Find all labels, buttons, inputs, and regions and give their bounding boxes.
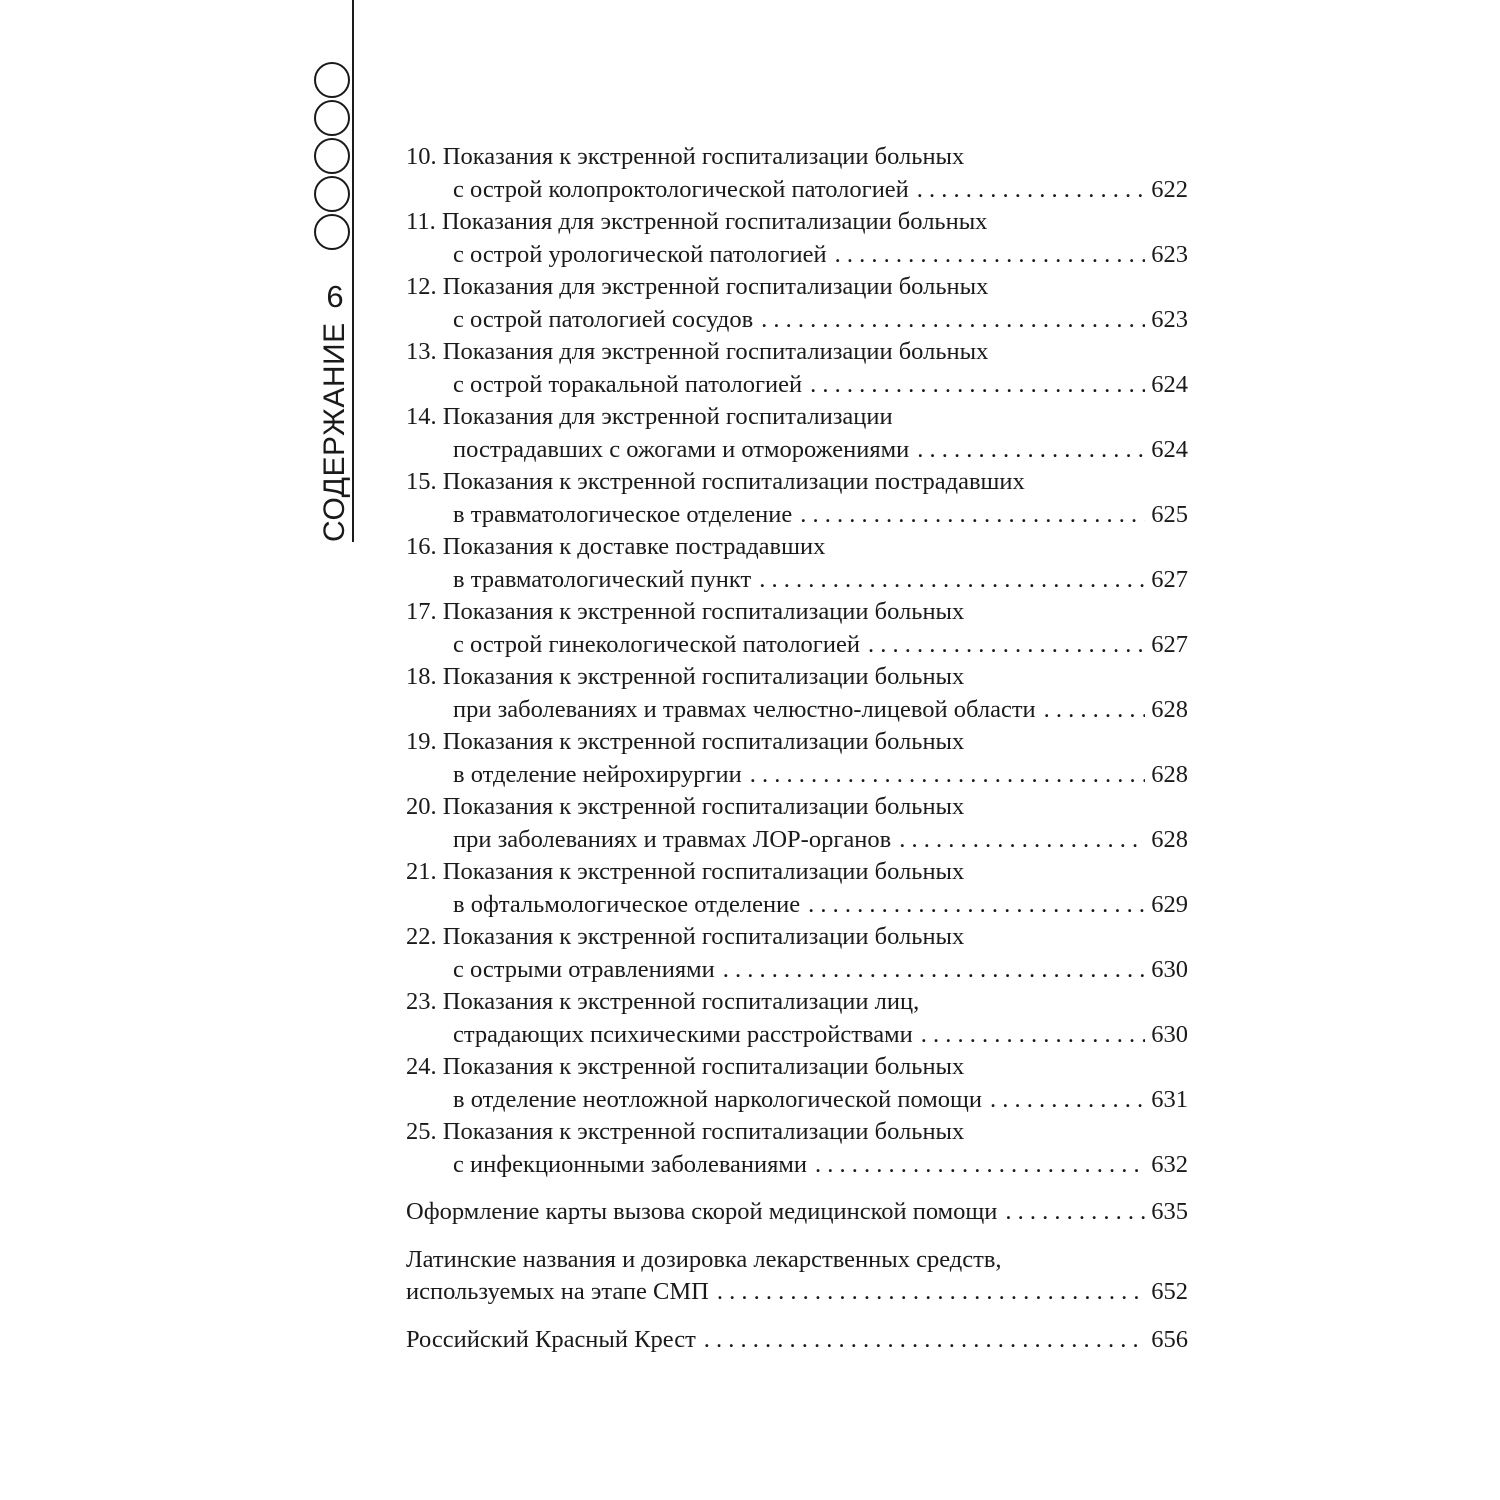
toc-entry[interactable]	[406, 986, 1188, 1051]
toc-entry-title: 12. Показания для экстренной госпитализации больных	[406, 273, 989, 300]
decorative-circles	[314, 62, 354, 252]
toc-entry-text: при заболеваниях и травмах ЛОР-органов	[453, 825, 892, 853]
toc-entry-text: с инфекционными заболеваниями	[453, 1150, 808, 1178]
toc-entry-title: 13. Показания для экстренной госпитализации больных	[406, 338, 989, 365]
dot-leader	[750, 759, 1146, 792]
toc-page-number: 623	[1151, 240, 1188, 268]
toc-entry-title: 10. Показания к экстренной госпитализации больных	[406, 143, 965, 170]
circle-icon	[314, 214, 350, 250]
toc-entry-title: 11. Показания для экстренной госпитализации больных	[406, 208, 988, 235]
dot-leader	[990, 1084, 1145, 1117]
toc-entry-line	[406, 889, 1188, 922]
toc-entry-text: в травматологическое отделение	[453, 500, 793, 528]
circle-icon	[314, 100, 350, 136]
toc-entry-line	[406, 1149, 1188, 1182]
toc-entry-line	[406, 369, 1188, 402]
toc-page-number: 627	[1151, 630, 1188, 658]
toc-entry-title: 23. Показания к экстренной госпитализации лиц,	[406, 988, 920, 1015]
toc-entry-text: используемых на этапе СМП	[406, 1278, 709, 1305]
toc-page-number: 652	[1151, 1278, 1188, 1305]
toc-entry[interactable]	[406, 1196, 1188, 1229]
toc-entry[interactable]	[406, 791, 1188, 856]
dot-leader	[835, 239, 1146, 272]
toc-entry-title: 16. Показания к доставке пострадавших	[406, 533, 826, 560]
toc-entry-line	[406, 1084, 1188, 1117]
toc-entry-text: при заболеваниях и травмах челюстно-лицевой области	[453, 695, 1036, 723]
toc-entry-text: с острой урологической патологией	[453, 240, 827, 268]
toc-entry[interactable]	[406, 141, 1188, 206]
toc-entry-text: с острыми отравлениями	[453, 955, 715, 983]
toc-entry-line	[406, 304, 1188, 337]
toc-entry-line	[406, 564, 1188, 597]
toc-entry[interactable]	[406, 1324, 1188, 1357]
toc-entry-line	[406, 434, 1188, 467]
toc-entry-title: 22. Показания к экстренной госпитализации больных	[406, 923, 965, 950]
toc-page-number: 630	[1151, 1020, 1188, 1048]
toc-entry-line	[406, 1196, 1188, 1229]
toc-page-number: 624	[1151, 370, 1188, 398]
toc-entry-text: с острой патологией сосудов	[453, 305, 754, 333]
toc-entry-line	[406, 694, 1188, 727]
dot-leader	[808, 889, 1145, 922]
toc-entry-text: Российский Красный Крест	[406, 1325, 696, 1353]
dot-leader	[723, 954, 1146, 987]
toc-entry-text: с острой гинекологической патологией	[453, 630, 860, 658]
table-of-contents	[406, 141, 1188, 1356]
toc-entry[interactable]	[406, 596, 1188, 661]
dot-leader	[899, 824, 1145, 857]
toc-entry-line	[406, 954, 1188, 987]
dot-leader	[759, 564, 1145, 597]
toc-entry-title: 19. Показания к экстренной госпитализации больных	[406, 728, 965, 755]
toc-entry-title: 14. Показания для экстренной госпитализации	[406, 403, 893, 430]
toc-entry-title: Латинские названия и дозировка лекарственных средств,	[406, 1245, 1002, 1273]
toc-entry-title: 21. Показания к экстренной госпитализации больных	[406, 858, 965, 885]
toc-page-number: 635	[1151, 1198, 1188, 1225]
toc-entry-line	[406, 239, 1188, 272]
dot-leader	[815, 1149, 1145, 1182]
toc-page-number: 625	[1151, 500, 1188, 528]
toc-entry-text: в травматологический пункт	[453, 565, 752, 593]
toc-entry-line	[406, 1324, 1188, 1357]
toc-entry-text: в офтальмологическое отделение	[453, 890, 801, 918]
dot-leader	[800, 499, 1145, 532]
dot-leader	[921, 1019, 1146, 1052]
toc-page-number: 628	[1151, 825, 1188, 853]
toc-entry-title: 24. Показания к экстренной госпитализации больных	[406, 1053, 965, 1080]
toc-entry[interactable]	[406, 466, 1188, 531]
toc-entry-line	[406, 1276, 1188, 1309]
toc-entry-line	[406, 824, 1188, 857]
toc-entry-line	[406, 499, 1188, 532]
toc-entry[interactable]	[406, 856, 1188, 921]
toc-entry-text: страдающих психическими расстройствами	[453, 1020, 913, 1048]
dot-leader	[717, 1276, 1145, 1309]
toc-entry-text: с острой торакальной патологией	[453, 370, 803, 398]
toc-entry[interactable]	[406, 1116, 1188, 1181]
toc-entry-title: 20. Показания к экстренной госпитализации больных	[406, 793, 965, 820]
dot-leader	[704, 1324, 1145, 1357]
dot-leader	[868, 629, 1145, 662]
toc-entry[interactable]	[406, 401, 1188, 466]
dot-leader	[917, 434, 1145, 467]
toc-page-number: 632	[1151, 1150, 1188, 1178]
toc-entry[interactable]	[406, 1244, 1188, 1309]
toc-entry[interactable]	[406, 661, 1188, 726]
toc-entry-line	[406, 174, 1188, 207]
toc-entry-text: пострадавших с ожогами и отморожениями	[453, 435, 910, 463]
toc-page-number: 627	[1151, 565, 1188, 593]
dot-leader	[810, 369, 1145, 402]
circle-icon	[314, 176, 350, 212]
toc-entry-title: 25. Показания к экстренной госпитализации больных	[406, 1118, 965, 1145]
page-number: 6	[326, 279, 344, 314]
toc-page-number: 624	[1151, 435, 1188, 463]
toc-entry[interactable]	[406, 1051, 1188, 1116]
toc-entry[interactable]	[406, 921, 1188, 986]
toc-page-number: 628	[1151, 760, 1188, 788]
toc-entry[interactable]	[406, 531, 1188, 596]
toc-entry-title: 17. Показания к экстренной госпитализации больных	[406, 598, 965, 625]
toc-page-number: 656	[1151, 1325, 1188, 1353]
toc-page-number: 623	[1151, 305, 1188, 333]
toc-page-number: 629	[1151, 890, 1188, 918]
toc-entry[interactable]	[406, 206, 1188, 271]
toc-entry-text: Оформление карты вызова скорой медицинской помощи	[406, 1198, 998, 1225]
toc-entry-title: 15. Показания к экстренной госпитализации пострадавших	[406, 468, 1025, 495]
section-title: СОДЕРЖАНИЕ	[318, 322, 351, 542]
toc-page-number: 630	[1151, 955, 1188, 983]
circle-icon	[314, 62, 350, 98]
toc-entry-text: в отделение нейрохирургии	[453, 760, 742, 788]
toc-entry[interactable]	[406, 726, 1188, 791]
toc-entry[interactable]	[406, 336, 1188, 401]
toc-entry-line	[406, 1019, 1188, 1052]
toc-entry[interactable]	[406, 271, 1188, 336]
toc-entry-text: в отделение неотложной наркологической помощи	[453, 1085, 982, 1113]
dot-leader	[1005, 1196, 1145, 1229]
toc-page-number: 622	[1151, 175, 1188, 203]
toc-entry-line	[406, 759, 1188, 792]
toc-page-number: 628	[1151, 695, 1188, 723]
toc-entry-title: 18. Показания к экстренной госпитализации больных	[406, 663, 965, 690]
toc-entry-text: с острой колопроктологической патологией	[453, 175, 909, 203]
toc-entry-line	[406, 629, 1188, 662]
dot-leader	[761, 304, 1145, 337]
dot-leader	[1044, 694, 1146, 727]
toc-page-number: 631	[1151, 1085, 1188, 1113]
circle-icon	[314, 138, 350, 174]
dot-leader	[917, 174, 1145, 207]
